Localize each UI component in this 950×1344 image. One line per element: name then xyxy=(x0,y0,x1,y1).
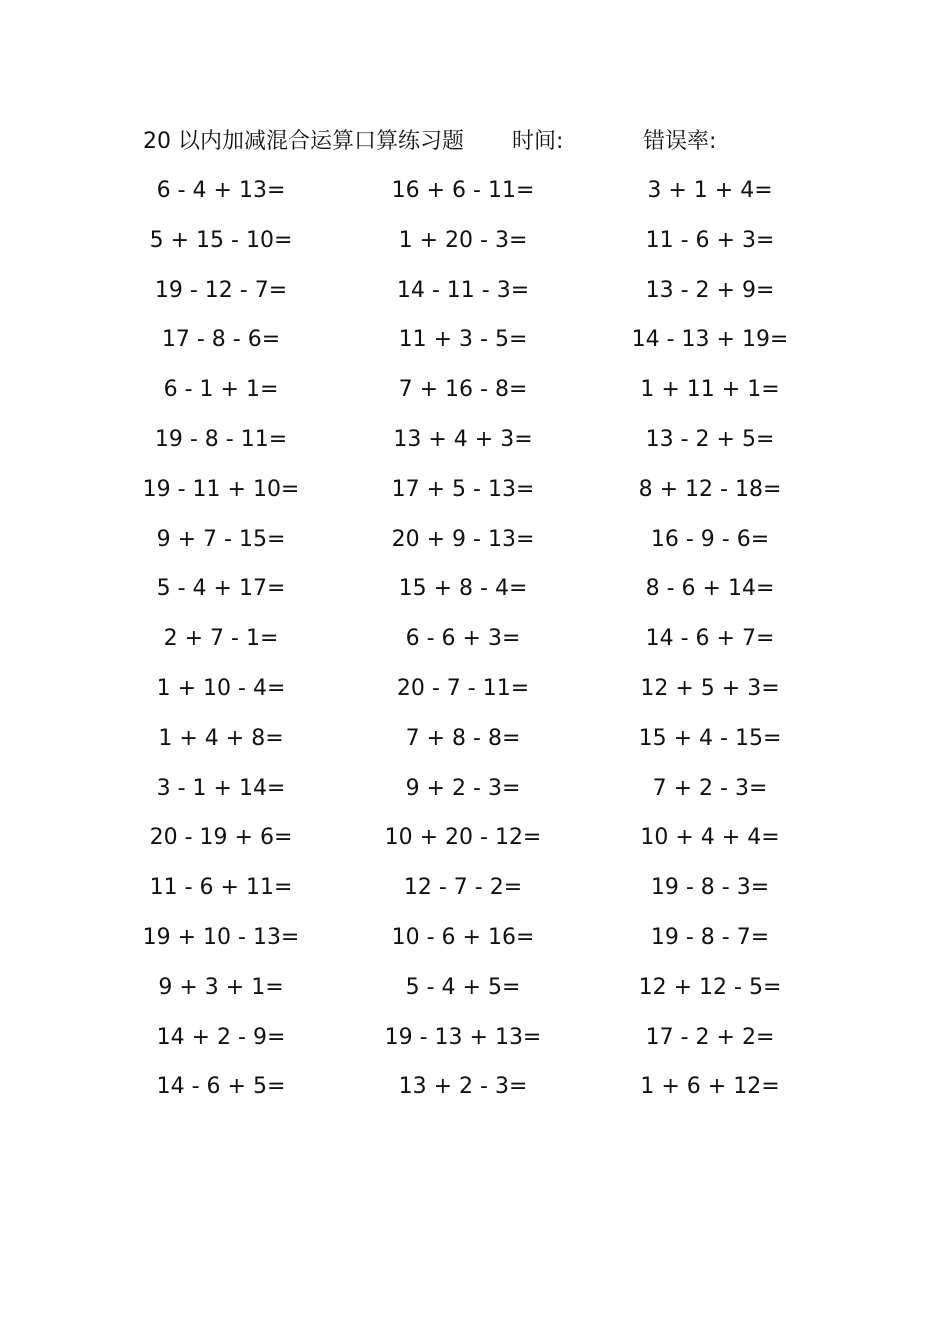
problem-row xyxy=(0,919,950,969)
problem-cell: 15 + 8 - 4= xyxy=(398,576,528,602)
problem-cell: 1 + 11 + 1= xyxy=(640,377,780,403)
problem-cell: 10 + 4 + 4= xyxy=(640,825,780,851)
problem-cell: 11 - 6 + 3= xyxy=(645,227,775,253)
problem-row xyxy=(0,521,950,571)
problem-cell: 8 + 12 - 18= xyxy=(638,476,782,502)
problem-cell: 9 + 3 + 1= xyxy=(158,974,284,1000)
problem-cell: 20 - 19 + 6= xyxy=(149,825,293,851)
problem-cell: 14 - 6 + 7= xyxy=(645,626,775,652)
problem-cell: 15 + 4 - 15= xyxy=(638,725,782,751)
problem-cell: 1 + 10 - 4= xyxy=(156,675,286,701)
problem-cell: 14 - 11 - 3= xyxy=(396,277,530,303)
problem-cell: 3 + 1 + 4= xyxy=(647,178,773,203)
problem-row xyxy=(0,172,950,222)
problem-row xyxy=(0,421,950,471)
problem-cell: 14 - 6 + 5= xyxy=(156,1074,286,1100)
problem-cell: 12 + 5 + 3= xyxy=(640,675,780,701)
problem-cell: 20 - 7 - 11= xyxy=(396,675,530,701)
problem-cell: 17 + 5 - 13= xyxy=(391,476,535,502)
problem-cell: 13 + 4 + 3= xyxy=(393,426,533,452)
worksheet-header xyxy=(0,124,950,160)
problem-row xyxy=(0,869,950,919)
problem-cell: 19 - 13 + 13= xyxy=(384,1024,542,1050)
problem-cell: 7 + 2 - 3= xyxy=(652,775,768,801)
problem-cell: 14 - 13 + 19= xyxy=(631,327,789,353)
problem-cell: 16 + 6 - 11= xyxy=(391,178,535,203)
problem-cell: 1 + 20 - 3= xyxy=(398,227,528,253)
problem-cell: 5 - 4 + 17= xyxy=(156,576,286,602)
time-label: 时间: xyxy=(512,129,564,154)
problem-row xyxy=(0,969,950,1019)
problem-cell: 11 - 6 + 11= xyxy=(149,875,293,901)
problem-cell: 6 - 6 + 3= xyxy=(405,626,521,652)
problem-cell: 19 - 11 + 10= xyxy=(142,476,300,502)
worksheet-title: 20 以内加减混合运算口算练习题 xyxy=(143,129,464,154)
problem-cell: 7 + 8 - 8= xyxy=(405,725,521,751)
problem-row xyxy=(0,670,950,720)
problem-cell: 16 - 9 - 6= xyxy=(650,526,770,552)
problem-cell: 20 + 9 - 13= xyxy=(391,526,535,552)
problem-cell: 17 - 2 + 2= xyxy=(645,1024,775,1050)
problem-cell: 1 + 4 + 8= xyxy=(158,725,284,751)
problem-cell: 5 + 15 - 10= xyxy=(149,227,293,253)
problem-cell: 13 - 2 + 9= xyxy=(645,277,775,303)
problem-cell: 6 - 4 + 13= xyxy=(156,178,286,203)
problem-cell: 9 + 2 - 3= xyxy=(405,775,521,801)
problem-row xyxy=(0,570,950,620)
problem-cell: 13 - 2 + 5= xyxy=(645,426,775,452)
problem-cell: 1 + 6 + 12= xyxy=(640,1074,780,1100)
problem-cell: 11 + 3 - 5= xyxy=(398,327,528,353)
problem-row xyxy=(0,1019,950,1069)
problem-cell: 7 + 16 - 8= xyxy=(398,377,528,403)
problem-cell: 19 - 8 - 11= xyxy=(154,426,288,452)
problem-cell: 12 - 7 - 2= xyxy=(403,875,523,901)
problem-row xyxy=(0,770,950,820)
problem-cell: 10 + 20 - 12= xyxy=(384,825,542,851)
problem-cell: 19 - 8 - 7= xyxy=(650,924,770,950)
problem-row xyxy=(0,1068,950,1118)
problem-cell: 10 - 6 + 16= xyxy=(391,924,535,950)
problem-row xyxy=(0,371,950,421)
problem-cell: 19 + 10 - 13= xyxy=(142,924,300,950)
problem-cell: 6 - 1 + 1= xyxy=(163,377,279,403)
problem-row xyxy=(0,720,950,770)
problem-row xyxy=(0,471,950,521)
problem-cell: 2 + 7 - 1= xyxy=(163,626,279,652)
problem-grid xyxy=(0,172,950,1118)
problem-row xyxy=(0,222,950,272)
problem-cell: 13 + 2 - 3= xyxy=(398,1074,528,1100)
problem-cell: 19 - 12 - 7= xyxy=(154,277,288,303)
problem-cell: 9 + 7 - 15= xyxy=(156,526,286,552)
problem-row xyxy=(0,620,950,670)
problem-cell: 17 - 8 - 6= xyxy=(161,327,281,353)
problem-cell: 19 - 8 - 3= xyxy=(650,875,770,901)
problem-row xyxy=(0,272,950,322)
problem-cell: 8 - 6 + 14= xyxy=(645,576,775,602)
problem-cell: 12 + 12 - 5= xyxy=(638,974,782,1000)
error-rate-label: 错误率: xyxy=(643,129,717,154)
problem-row xyxy=(0,819,950,869)
problem-row xyxy=(0,321,950,371)
problem-cell: 14 + 2 - 9= xyxy=(156,1024,286,1050)
problem-cell: 5 - 4 + 5= xyxy=(405,974,521,1000)
problem-cell: 3 - 1 + 14= xyxy=(156,775,286,801)
